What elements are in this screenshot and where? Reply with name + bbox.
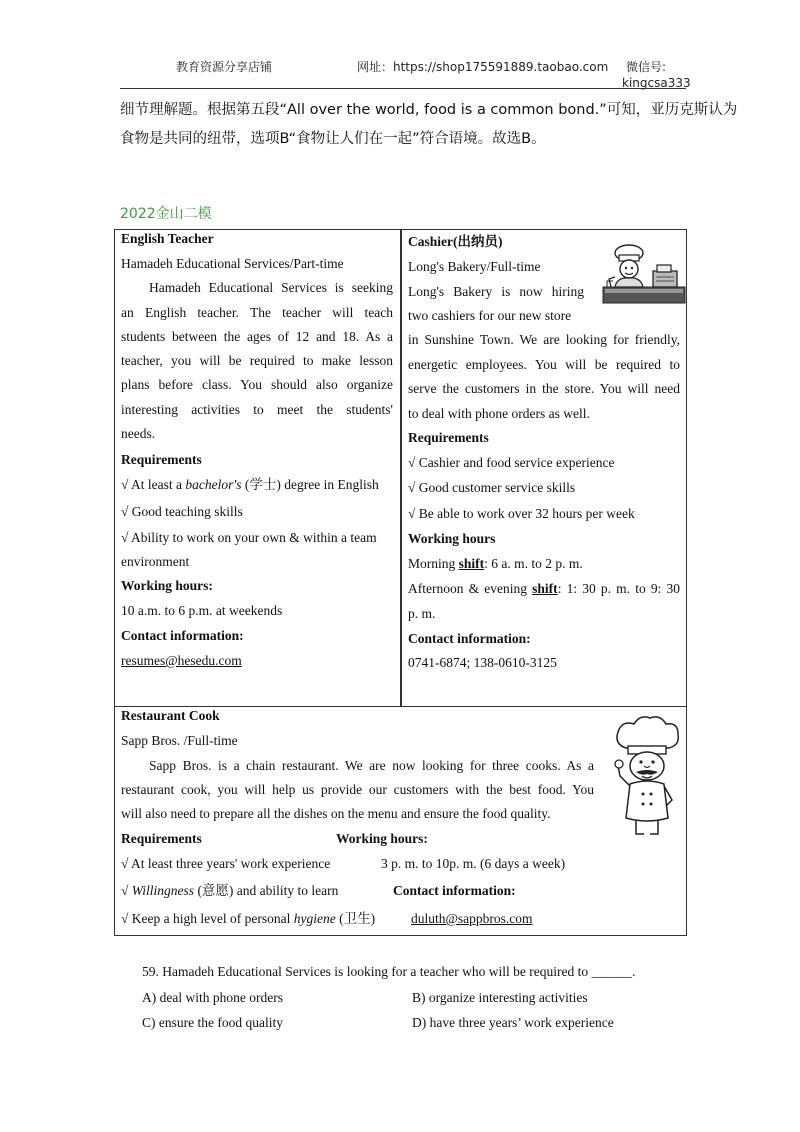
explanation-line-1: 细节理解题。根据第五段“All over the world, food is a common bond.”可知，亚历克斯认为 — [120, 102, 738, 118]
teacher-body-3: students between the ages of 12 and 18. As a — [121, 329, 393, 344]
teacher-req-1 — [121, 478, 379, 492]
teacher-req-1-word: bachelor's — [185, 477, 242, 492]
shop-name: 教育资源分享店铺 — [176, 60, 273, 74]
cook-req-2-pre: √ — [121, 883, 132, 898]
cashier-shift-word: shift — [458, 556, 485, 571]
cashier-req-label: Requirements — [408, 430, 489, 445]
teacher-hours-label: Working hours: — [121, 578, 213, 593]
shop-url[interactable]: 网址：https://shop175591889.taobao.com — [357, 60, 609, 74]
cashier-body-2: two cashiers for our new store — [408, 308, 572, 323]
teacher-body-1: Hamadeh Educational Services is seeking — [149, 280, 393, 295]
cashier-hours-label: Working hours — [408, 531, 496, 546]
cashier-req-1: √ Cashier and food service experience — [408, 455, 615, 470]
cook-req-2-word: Willingness — [131, 883, 195, 898]
cashier-body-5: serve the customers in the store. You will need — [408, 381, 680, 396]
cashier-contact-label: Contact information: — [408, 631, 531, 646]
cook-contact-label: Contact information: — [393, 883, 516, 898]
teacher-req-label: Requirements — [121, 452, 202, 467]
teacher-req-3: √ Ability to work on your own & within a team — [121, 530, 377, 545]
teacher-body-5: plans before class. You should also organize — [121, 377, 393, 392]
cook-req-3-post: (卫生) — [335, 911, 376, 926]
teacher-body-7: needs. — [121, 426, 156, 441]
cook-req-label: Requirements — [121, 831, 202, 846]
teacher-req-3-cont: environment — [121, 554, 190, 569]
cashier-body-6: to deal with phone orders as well. — [408, 406, 590, 421]
wechat-label: 微信号: — [626, 60, 667, 74]
cashier-title: Cashier(出纳员) — [408, 234, 503, 249]
cashier-morning-post: : 6 a. m. to 2 p. m. — [484, 556, 583, 571]
cashier-shift-word-2: shift — [532, 581, 558, 596]
wechat-id: kingcsa333 — [622, 76, 691, 90]
cashier-morning-shift — [408, 557, 583, 571]
cashier-body-3: in Sunshine Town. We are looking for friendly, — [408, 332, 680, 347]
cook-company: Sapp Bros. /Full-time — [121, 733, 238, 748]
cashier-req-2: √ Good customer service skills — [408, 480, 576, 495]
option-a[interactable]: A) deal with phone orders — [142, 990, 283, 1005]
cook-hours-label: Working hours: — [336, 831, 428, 846]
question-stem: 59. Hamadeh Educational Services is looking for a teacher who will be required to ______. — [142, 964, 636, 979]
cashier-company: Long's Bakery/Full-time — [408, 259, 541, 274]
source-label: 2022金山二模 — [120, 206, 212, 222]
teacher-body-6: interesting activities to meet the students' — [121, 402, 393, 417]
teacher-hours: 10 a.m. to 6 p.m. at weekends — [121, 603, 283, 618]
cashier-body-4: energetic employees. You will be required to — [408, 357, 680, 372]
teacher-req-1-cn: (学士) — [241, 477, 281, 492]
cook-contact-email[interactable]: duluth@sappbros.com — [411, 911, 533, 926]
cook-req-3-word: hygiene — [293, 911, 336, 926]
cook-req-2 — [121, 884, 338, 898]
cashier-afternoon-pre: Afternoon & evening — [408, 581, 533, 596]
teacher-company: Hamadeh Educational Services/Part-time — [121, 256, 344, 271]
chef-illustration-icon — [612, 714, 682, 838]
teacher-req-2: √ Good teaching skills — [121, 504, 243, 519]
option-d[interactable]: D) have three years’ work experience — [412, 1015, 614, 1030]
cook-title: Restaurant Cook — [121, 708, 220, 723]
teacher-title: English Teacher — [121, 231, 214, 246]
cook-req-3-pre: √ Keep a high level of personal — [121, 911, 294, 926]
explanation-line-2: 食物是共同的纽带，选项B“食物让人们在一起”符合语境。故选B。 — [120, 131, 546, 147]
cashier-body-1: Long's Bakery is now hiring — [408, 284, 584, 299]
cook-req-3 — [121, 912, 375, 926]
teacher-req-1-post: degree in English — [280, 477, 379, 492]
teacher-body-2: an English teacher. The teacher will teach — [121, 305, 393, 320]
cook-body-3: will also need to prepare all the dishes on the menu and ensure the food quality. — [121, 806, 551, 821]
option-b[interactable]: B) organize interesting activities — [412, 990, 588, 1005]
teacher-contact-label: Contact information: — [121, 628, 244, 643]
teacher-body-4: teacher, you will be required to make lesson — [121, 353, 393, 368]
cashier-afternoon-post: : 1: 30 p. m. to 9: 30 — [557, 581, 680, 596]
cashier-illustration-icon — [601, 243, 687, 305]
header-divider — [120, 88, 686, 89]
cashier-req-3: √ Be able to work over 32 hours per week — [408, 506, 635, 521]
column-divider-thick — [400, 229, 402, 707]
cook-body-2: restaurant cook, you will help us provide our customers with the best food. You — [121, 782, 594, 797]
cook-hours: 3 p. m. to 10p. m. (6 days a week) — [381, 856, 566, 871]
cook-req-1: √ At least three years' work experience — [121, 856, 331, 871]
cashier-afternoon-cont: p. m. — [408, 606, 436, 621]
teacher-contact-email[interactable]: resumes@hesedu.com — [121, 653, 242, 668]
cook-body-1: Sapp Bros. is a chain restaurant. We are now looking for three cooks. As a — [149, 758, 594, 773]
row-divider — [114, 706, 687, 707]
cashier-morning-pre: Morning — [408, 556, 459, 571]
teacher-req-1-pre: √ At least a — [121, 477, 186, 492]
cook-req-2-post: (意愿) and ability to learn — [194, 883, 339, 898]
cashier-contact-phone: 0741-6874; 138-0610-3125 — [408, 655, 557, 670]
cashier-afternoon-shift — [408, 582, 680, 596]
option-c[interactable]: C) ensure the food quality — [142, 1015, 283, 1030]
